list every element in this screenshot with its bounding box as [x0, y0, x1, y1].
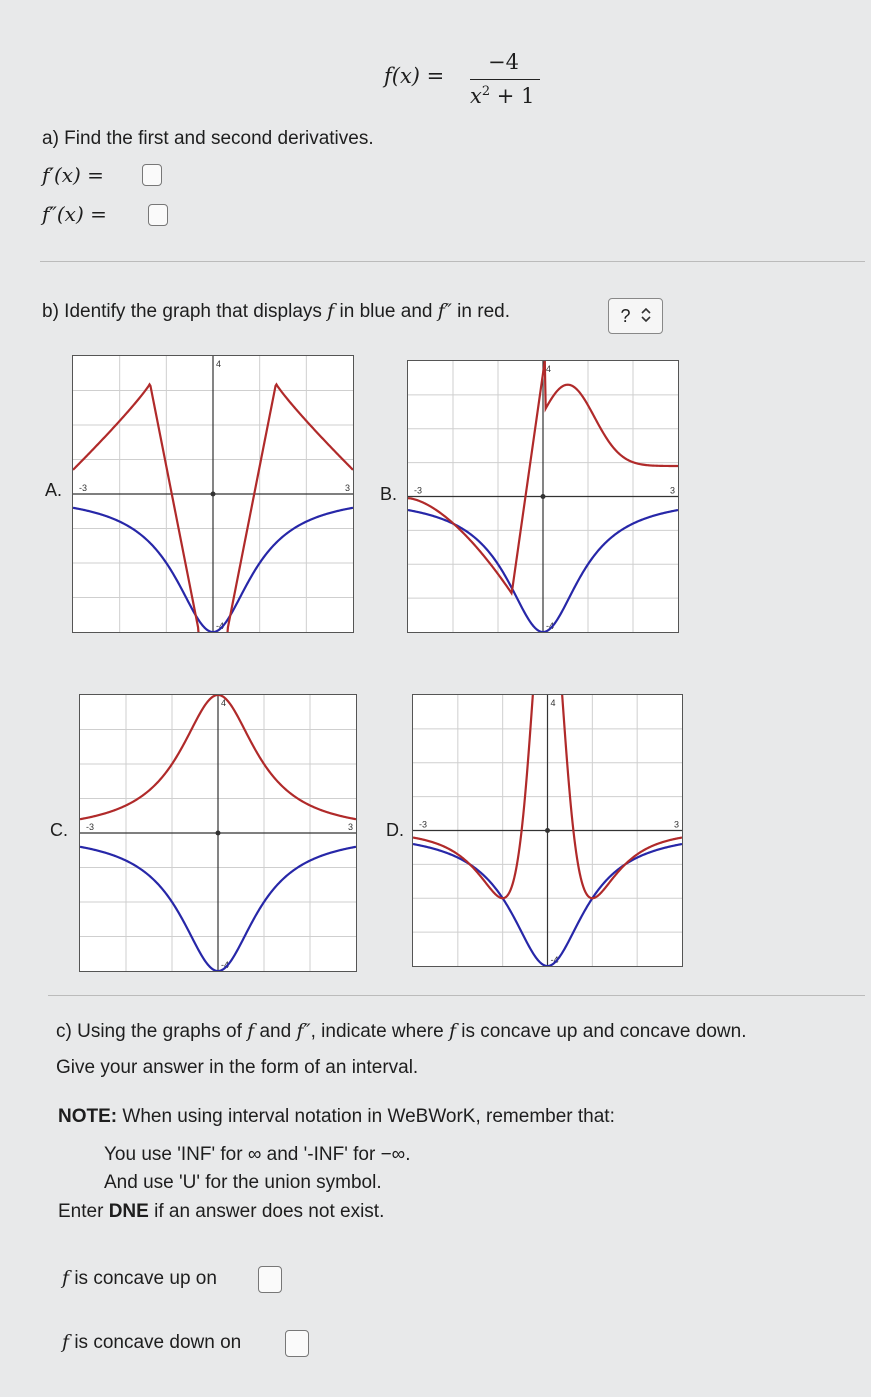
first-derivative-input[interactable]	[142, 164, 162, 186]
graph-d-label: D.	[386, 820, 404, 840]
part-c-f-symbol-2: f	[448, 1020, 457, 1042]
tick-label-left: -3	[414, 485, 423, 496]
part-c-prompt-a: c) Using the graphs of	[56, 1021, 248, 1042]
concave-down-input[interactable]	[285, 1330, 309, 1357]
section-divider-2	[48, 995, 865, 996]
graph-b[interactable]	[407, 360, 679, 633]
graph-a-label: A.	[45, 480, 63, 500]
tick-label-right: 3	[345, 483, 351, 493]
function-denominator	[470, 84, 534, 108]
denominator-exponent: 2	[481, 84, 491, 99]
function-lhs: f(x) =	[384, 64, 445, 88]
concave-up-f: f	[62, 1267, 70, 1289]
origin-marker	[541, 494, 546, 499]
dne-a: Enter	[58, 1201, 109, 1222]
part-b-prompt-mid: in blue and	[334, 301, 438, 322]
updown-chevron-icon	[641, 306, 651, 327]
tick-label-top: 4	[546, 364, 552, 374]
tick-label-bottom: -4	[546, 621, 555, 631]
tick-label-right: 3	[674, 819, 680, 830]
tick-label-left: -3	[419, 819, 428, 830]
section-divider-1	[40, 261, 865, 262]
tick-label-top: 4	[550, 698, 556, 708]
tick-label-top: 4	[221, 698, 227, 708]
concave-up-label	[62, 1267, 217, 1290]
part-b-prompt-end: in red.	[451, 301, 510, 322]
tick-label-right: 3	[348, 822, 354, 832]
graph-choice-select[interactable]	[608, 298, 663, 334]
graph-a[interactable]	[72, 355, 354, 633]
concave-up-input[interactable]	[258, 1266, 282, 1293]
tick-label-left: -3	[86, 822, 95, 832]
tick-label-bottom: -4	[550, 955, 559, 965]
denominator-rest: + 1	[490, 84, 535, 108]
part-c-prompt-c: , indicate where	[310, 1021, 449, 1042]
concave-down-text: is concave down on	[69, 1332, 242, 1353]
part-b-fpp-symbol: f″	[437, 300, 452, 322]
second-derivative-label: f″(x) =	[42, 202, 107, 226]
denominator-base: x	[470, 84, 482, 108]
tick-label-bottom: -4	[216, 621, 225, 631]
part-a-prompt: a) Find the first and second derivatives.	[42, 128, 374, 149]
tick-label-bottom: -4	[221, 960, 230, 970]
part-b-prompt	[42, 300, 510, 323]
graph-choice-value: ?	[620, 305, 631, 326]
dne-b: if an answer does not exist.	[148, 1201, 385, 1222]
note-infinity: You use 'INF' for ∞ and '-INF' for −∞.	[104, 1144, 411, 1165]
tick-label-left: -3	[79, 483, 88, 493]
tick-label-top: 4	[216, 359, 222, 369]
part-c-f-symbol: f	[247, 1020, 255, 1042]
tick-label-right: 3	[670, 485, 676, 496]
origin-marker	[545, 828, 550, 833]
part-c-fpp-symbol: f″	[296, 1020, 311, 1042]
dne-bold: DNE	[108, 1201, 149, 1222]
second-derivative-input[interactable]	[148, 204, 168, 226]
part-b-prompt-start: b) Identify the graph that displays	[42, 301, 328, 322]
first-derivative-label: f′(x) =	[42, 163, 104, 187]
origin-marker	[211, 492, 216, 497]
part-b-f-symbol: f	[327, 300, 335, 322]
note-bold: NOTE:	[58, 1106, 118, 1127]
note-heading	[58, 1106, 615, 1128]
part-c-prompt	[56, 1020, 746, 1043]
fraction-bar	[470, 79, 540, 80]
note-rest: When using interval notation in WeBWorK, remember that:	[117, 1106, 615, 1127]
origin-marker	[216, 831, 221, 836]
note-dne	[58, 1201, 384, 1223]
note-union: And use 'U' for the union symbol.	[104, 1172, 382, 1193]
graph-b-label: B.	[380, 484, 398, 504]
graph-c-label: C.	[50, 820, 68, 840]
part-c-prompt-d: is concave up and concave down.	[456, 1021, 747, 1042]
graph-c[interactable]	[79, 694, 357, 972]
concave-up-text: is concave up on	[69, 1268, 217, 1289]
concave-down-f: f	[62, 1331, 70, 1353]
part-c-interval-instruction: Give your answer in the form of an interval.	[56, 1057, 419, 1078]
function-numerator: −4	[488, 50, 519, 74]
graph-d[interactable]	[412, 694, 683, 967]
concave-down-label	[62, 1331, 241, 1354]
part-c-prompt-b: and	[254, 1021, 297, 1042]
